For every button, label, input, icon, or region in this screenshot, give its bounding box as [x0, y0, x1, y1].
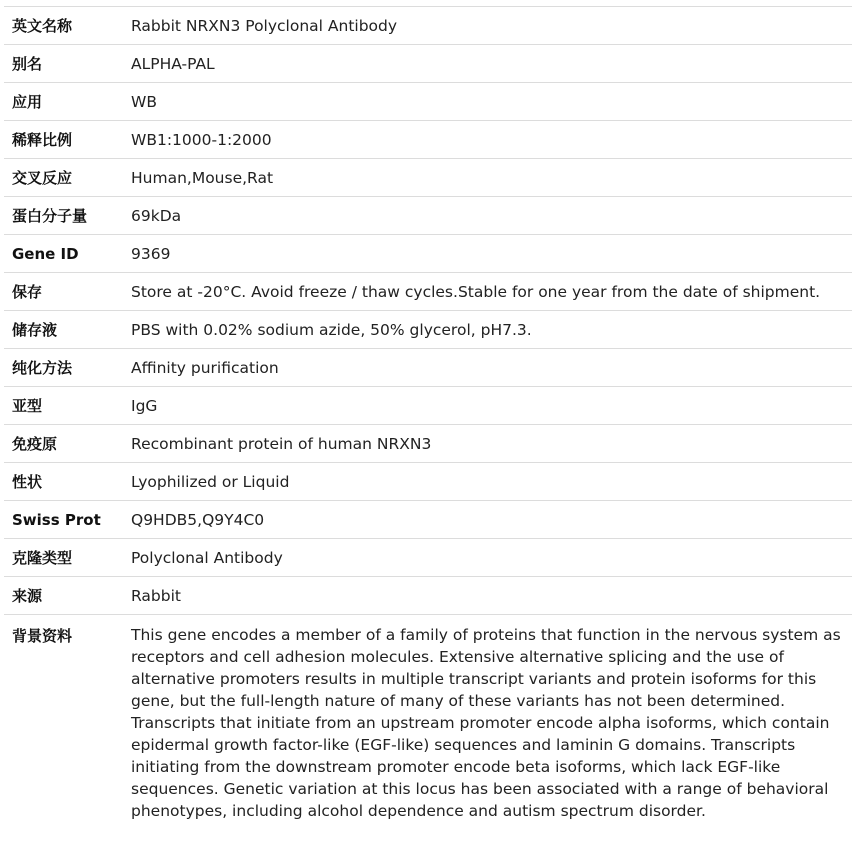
- spec-value: Rabbit: [131, 586, 181, 605]
- spec-value: 9369: [131, 244, 171, 263]
- spec-value: ALPHA-PAL: [131, 54, 215, 73]
- spec-value: 69kDa: [131, 206, 182, 225]
- spec-row-background: [4, 615, 852, 822]
- spec-row-molecular-weight: [4, 197, 852, 235]
- spec-value: Lyophilized or Liquid: [131, 472, 290, 491]
- spec-row-isotype: [4, 387, 852, 425]
- spec-row-dilution: [4, 121, 852, 159]
- spec-row-alias: [4, 45, 852, 83]
- spec-row-gene-id: [4, 235, 852, 273]
- spec-row-clonality: [4, 539, 852, 577]
- spec-label: 稀释比例: [12, 131, 73, 149]
- spec-value: Rabbit NRXN3 Polyclonal Antibody: [131, 16, 398, 35]
- spec-label: 来源: [12, 587, 43, 605]
- spec-row-immunogen: [4, 425, 852, 463]
- spec-label: 交叉反应: [12, 169, 73, 187]
- product-spec-table: [4, 6, 852, 822]
- spec-label: 应用: [12, 93, 43, 111]
- spec-value: Store at -20°C. Avoid freeze / thaw cycles.Stable for one year from the date of shipment.: [131, 282, 821, 301]
- spec-row-form: [4, 463, 852, 501]
- spec-label: 储存液: [12, 321, 58, 339]
- spec-row-storage: [4, 273, 852, 311]
- spec-row-purification: [4, 349, 852, 387]
- spec-value: Affinity purification: [131, 358, 279, 377]
- spec-label: 蛋白分子量: [12, 207, 88, 225]
- spec-value: PBS with 0.02% sodium azide, 50% glycerol, pH7.3.: [131, 320, 532, 339]
- spec-row-storage-buffer: [4, 311, 852, 349]
- spec-value: IgG: [131, 396, 158, 415]
- spec-value: WB1:1000-1:2000: [131, 130, 272, 149]
- spec-label: 保存: [12, 283, 43, 301]
- spec-label: 亚型: [12, 397, 43, 415]
- spec-label: Gene ID: [12, 244, 79, 263]
- spec-value: WB: [131, 92, 157, 111]
- spec-row-application: [4, 83, 852, 121]
- spec-label: 背景资料: [12, 627, 73, 645]
- spec-label: 克隆类型: [12, 549, 73, 567]
- spec-value: Human,Mouse,Rat: [131, 168, 274, 187]
- spec-row-reactivity: [4, 159, 852, 197]
- spec-label: 别名: [12, 55, 43, 73]
- spec-label: 纯化方法: [12, 359, 73, 377]
- spec-value: Recombinant protein of human NRXN3: [131, 434, 432, 453]
- spec-row-english-name: [4, 7, 852, 45]
- spec-value: Polyclonal Antibody: [131, 548, 283, 567]
- background-text: This gene encodes a member of a family of proteins that function in the nervous system as receptors and cell adhesion molecules. Extensive alternative splicing and the use of alternative promoters results in multiple transcript variants and protein isoforms for this gene, but the full-length nature of many of these variants has not been determined. Transcripts that initiate from an upstream promoter encode alpha isoforms, which contain epidermal growth factor-like (EGF-like) sequences and laminin G domains. Transcripts initiating from the downstream promoter encode beta isoforms, which lack EGF-like sequences. Genetic variation at this locus has been associated with a range of behavioral phenotypes, including alcohol dependence and autism spectrum disorder.: [131, 626, 841, 820]
- spec-label: 免疫原: [12, 435, 58, 453]
- spec-label: Swiss Prot: [12, 510, 101, 529]
- spec-row-swiss-prot: [4, 501, 852, 539]
- spec-value: Q9HDB5,Q9Y4C0: [131, 510, 265, 529]
- spec-label: 性状: [12, 473, 43, 491]
- spec-label: 英文名称: [12, 17, 73, 35]
- spec-row-host: [4, 577, 852, 615]
